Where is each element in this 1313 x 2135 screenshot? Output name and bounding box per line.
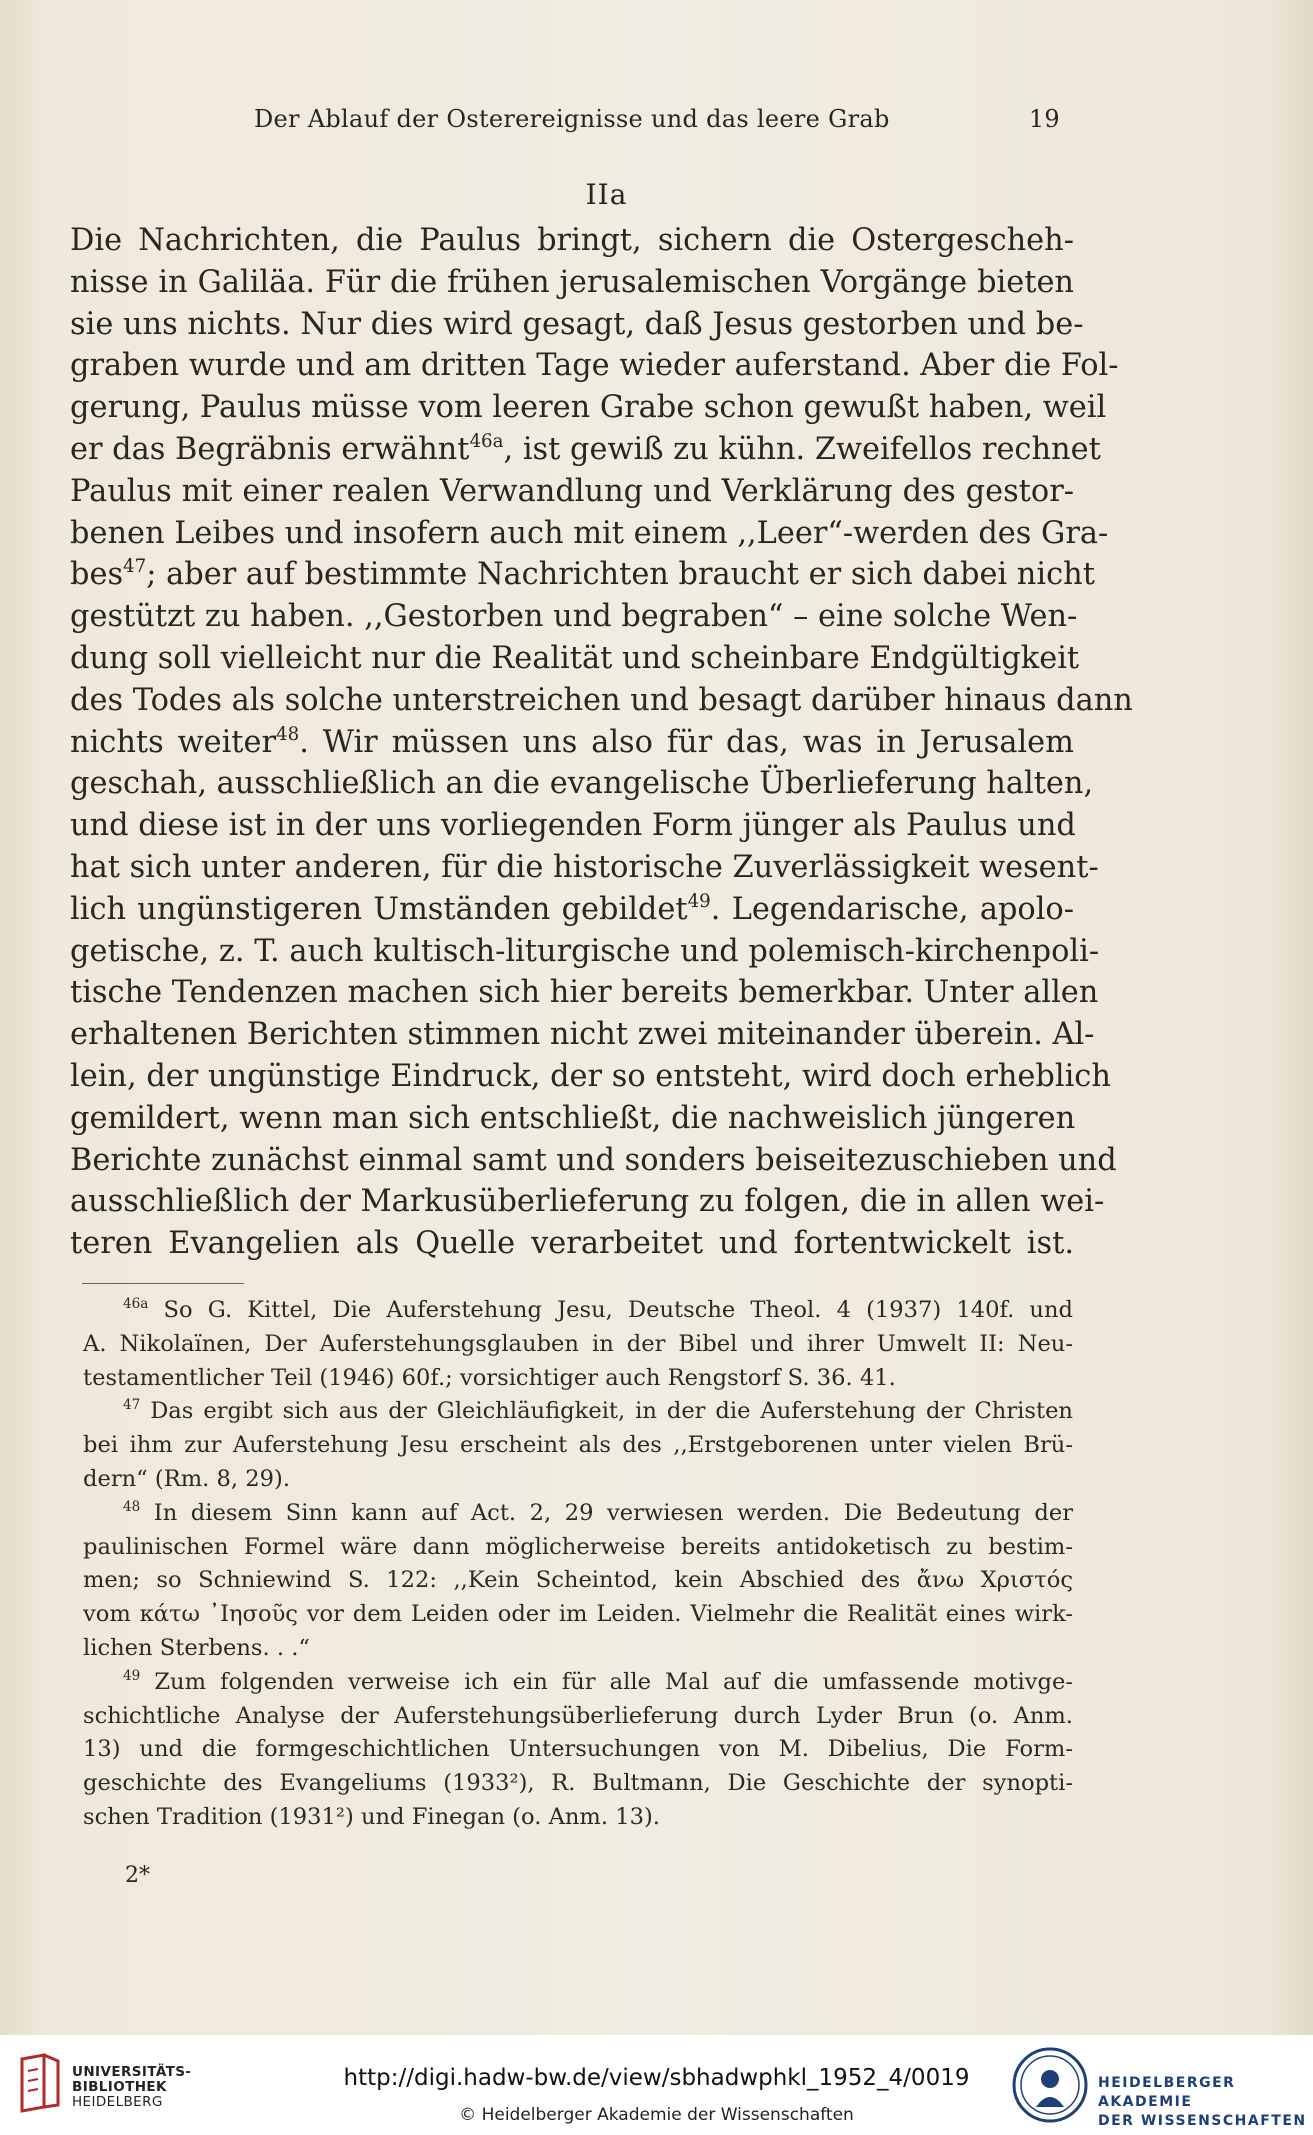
body-text-run: lich ungünstigeren Umständen gebildet xyxy=(70,891,688,927)
body-line xyxy=(70,805,1074,847)
footnote-line xyxy=(83,1328,1073,1362)
body-line xyxy=(70,1056,1111,1098)
footnote-marker: 48 xyxy=(276,723,300,745)
body-text-run: des Todes als solche unterstreichen und besagt darüber hinaus dann xyxy=(70,682,1133,718)
body-line xyxy=(70,596,1078,638)
footnote-text: dern“ (Rm. 8, 29). xyxy=(83,1465,291,1492)
footnote-text: 13) und die formgeschichtlichen Untersuchungen von M. Dibelius, Die Form- xyxy=(83,1736,1073,1763)
footnote-number: 48 xyxy=(123,1498,141,1515)
body-text-run: . Legendarische, apolo- xyxy=(710,891,1074,927)
body-text-run: , ist gewiß zu kühn. Zweifellos rechnet xyxy=(503,431,1101,467)
body-text-run: lein, der ungünstige Eindruck, der so entsteht, wird doch erheblich xyxy=(70,1058,1111,1094)
body-text-run: nisse in Galiläa. Für die frühen jerusalemischen Vorgänge bieten xyxy=(70,264,1074,300)
running-title: Der Ablauf der Osterereignisse und das leere Grab xyxy=(254,105,890,133)
body-line xyxy=(70,931,1100,973)
body-text-run: dung soll vielleicht nur die Realität und scheinbare Endgültigkeit xyxy=(70,640,1080,676)
body-text-run: Die Nachrichten, die Paulus bringt, sichern die Ostergescheh- xyxy=(70,223,1074,258)
body-text-run: teren Evangelien als Quelle verarbeitet und fortentwickelt ist. xyxy=(70,1226,1074,1262)
body-text-run: nichts weiter xyxy=(70,724,277,760)
body-text-run: . Wir müssen uns also für das, was in Jerusalem xyxy=(299,724,1074,760)
body-line xyxy=(70,847,1099,889)
body-line xyxy=(70,262,1074,304)
body-text-run: tische Tendenzen machen sich hier bereits bemerkbar. Unter allen xyxy=(70,975,1099,1011)
body-line xyxy=(70,889,1074,931)
body-text-run: sie uns nichts. Nur dies wird gesagt, daß Jesus gestorben und be- xyxy=(70,306,1084,342)
body-line xyxy=(70,680,1133,722)
footnote-line xyxy=(83,1666,1073,1700)
document-url-link[interactable]: http://digi.hadw-bw.de/view/sbhadwphkl_1952_4/0019 xyxy=(343,2065,970,2091)
footnote-text: Das ergibt sich aus der Gleichläufigkeit, in der die Auferstehung der Christen xyxy=(140,1398,1073,1425)
academy-name: HEIDELBERGER AKADEMIE DER WISSENSCHAFTEN xyxy=(1098,2075,1307,2129)
body-text-run: bes xyxy=(70,557,124,593)
body-line xyxy=(70,1098,1074,1140)
body-text-run: er das Begräbnis erwähnt xyxy=(70,431,470,467)
body-line xyxy=(70,972,1099,1014)
footnote-text: Zum folgenden verweise ich ein für alle Mal auf die umfassende motivge- xyxy=(140,1668,1073,1695)
footnote-number: 46a xyxy=(123,1296,149,1313)
body-text-run: gestützt zu haben. ,,Gestorben und begraben“ – eine solche Wen- xyxy=(70,599,1078,635)
body-text-run: Berichte zunächst einmal samt und sonders beiseitezuschieben und xyxy=(70,1142,1117,1178)
footnote-text: vom κάτω ᾽Ιησοῦς vor dem Leiden oder im Leiden. Vielmehr die Realität eines wirk- xyxy=(83,1601,1073,1628)
body-text-run: hat sich unter anderen, für die historische Zuverlässigkeit wesent- xyxy=(70,849,1099,885)
footnote-text: men; so Schniewind S. 122: ,,Kein Scheintod, kein Abschied des ἄνω Χριστός xyxy=(83,1567,1073,1594)
university-library-name: UNIVERSITÄTS- BIBLIOTHEK HEIDELBERG xyxy=(72,2064,192,2110)
body-text-run: benen Leibes und insofern auch mit einem ,,Leer“-werden des Gra- xyxy=(70,515,1109,551)
footnote-line xyxy=(83,1463,1073,1497)
body-line xyxy=(70,1014,1095,1056)
body-text-run: ; aber auf bestimmte Nachrichten braucht er sich dabei nicht xyxy=(146,557,1095,593)
body-text-run: geschah, ausschließlich an die evangelische Überlieferung halten, xyxy=(70,766,1094,802)
footnote-divider xyxy=(82,1283,244,1284)
academy-seal-icon xyxy=(1010,2045,1090,2125)
footnote-line xyxy=(83,1429,1073,1463)
viewer-footer xyxy=(0,2035,1313,2135)
body-line xyxy=(70,471,1074,513)
copyright-notice: © Heidelberger Akademie der Wissenschaften xyxy=(459,2105,854,2125)
body-line xyxy=(70,763,1094,805)
body-line xyxy=(70,1140,1117,1182)
running-header xyxy=(70,105,1060,145)
page-number: 19 xyxy=(1028,105,1060,133)
footnote-line xyxy=(83,1497,1073,1531)
signature-mark: 2* xyxy=(125,1863,150,1888)
body-text-run: gemildert, wenn man sich entschließt, die nachweislich jüngeren xyxy=(70,1100,1076,1136)
footnote-marker: 47 xyxy=(123,556,147,578)
body-text-run: erhaltenen Berichten stimmen nicht zwei miteinander überein. Al- xyxy=(70,1017,1095,1053)
footnote-text: geschichte des Evangeliums (1933²), R. Bultmann, Die Geschichte der synopti- xyxy=(83,1770,1073,1797)
body-text-run: ausschließlich der Markusüberlieferung zu folgen, die in allen wei- xyxy=(70,1184,1105,1220)
body-text-run: und diese ist in der uns vorliegenden Form jünger als Paulus und xyxy=(70,808,1076,844)
body-line xyxy=(70,1223,1074,1265)
footnote-text: schen Tradition (1931²) und Finegan (o. Anm. 13). xyxy=(83,1803,660,1830)
footnote-line xyxy=(83,1395,1073,1429)
footnote-text: In diesem Sinn kann auf Act. 2, 29 verwiesen werden. Die Bedeutung der xyxy=(140,1499,1073,1526)
body-line xyxy=(70,345,1119,387)
body-line xyxy=(70,220,1074,262)
footnote-line xyxy=(83,1294,1073,1328)
footnote-text: lichen Sterbens. . .“ xyxy=(83,1634,310,1661)
body-text-run: gerung, Paulus müsse vom leeren Grabe schon gewußt haben, weil xyxy=(70,390,1107,426)
footnote-number: 47 xyxy=(123,1397,141,1414)
footnotes xyxy=(83,1294,1073,1835)
body-line xyxy=(70,513,1109,555)
footnote-line xyxy=(83,1362,1073,1396)
footnote-number: 49 xyxy=(123,1667,141,1684)
body-text-run: Paulus mit einer realen Verwandlung und Verklärung des gestor- xyxy=(70,473,1074,509)
body-line xyxy=(70,638,1080,680)
body-line xyxy=(70,722,1074,764)
footnote-line xyxy=(83,1598,1073,1632)
body-line xyxy=(70,387,1107,429)
footnote-line xyxy=(83,1801,1073,1835)
footnote-line xyxy=(83,1767,1073,1801)
body-paragraph xyxy=(70,220,1133,1265)
body-line xyxy=(70,429,1101,471)
footnote-text: A. Nikolaïnen, Der Auferstehungsglauben in der Bibel und ihrer Umwelt II: Neu- xyxy=(83,1330,1073,1357)
body-line xyxy=(70,304,1084,346)
body-line xyxy=(70,1181,1105,1223)
footnote-line xyxy=(83,1531,1073,1565)
footnote-line xyxy=(83,1733,1073,1767)
footnote-text: paulinischen Formel wäre dann möglicherweise bereits antidoketisch zu bestim- xyxy=(83,1533,1073,1560)
footnote-line xyxy=(83,1700,1073,1734)
body-text-run: graben wurde und am dritten Tage wieder auferstand. Aber die Fol- xyxy=(70,348,1119,384)
section-heading: IIa xyxy=(585,178,628,211)
footnote-marker: 49 xyxy=(687,890,711,912)
footnote-text: So G. Kittel, Die Auferstehung Jesu, Deutsche Theol. 4 (1937) 140f. und xyxy=(148,1297,1073,1323)
body-text-run: getische, z. T. auch kultisch-liturgische und polemisch-kirchenpoli- xyxy=(70,933,1100,969)
footnote-line xyxy=(83,1564,1073,1598)
footnote-line xyxy=(83,1632,1073,1666)
footnote-text: testamentlicher Teil (1946) 60f.; vorsichtiger auch Rengstorf S. 36. 41. xyxy=(83,1364,896,1391)
footnote-marker: 46a xyxy=(469,431,504,453)
footnote-text: schichtliche Analyse der Auferstehungsüberlieferung durch Lyder Brun (o. Anm. xyxy=(83,1702,1073,1729)
body-line xyxy=(70,554,1095,596)
footnote-text: bei ihm zur Auferstehung Jesu erscheint als des ,,Erstgeborenen unter vielen Brü- xyxy=(83,1432,1073,1459)
